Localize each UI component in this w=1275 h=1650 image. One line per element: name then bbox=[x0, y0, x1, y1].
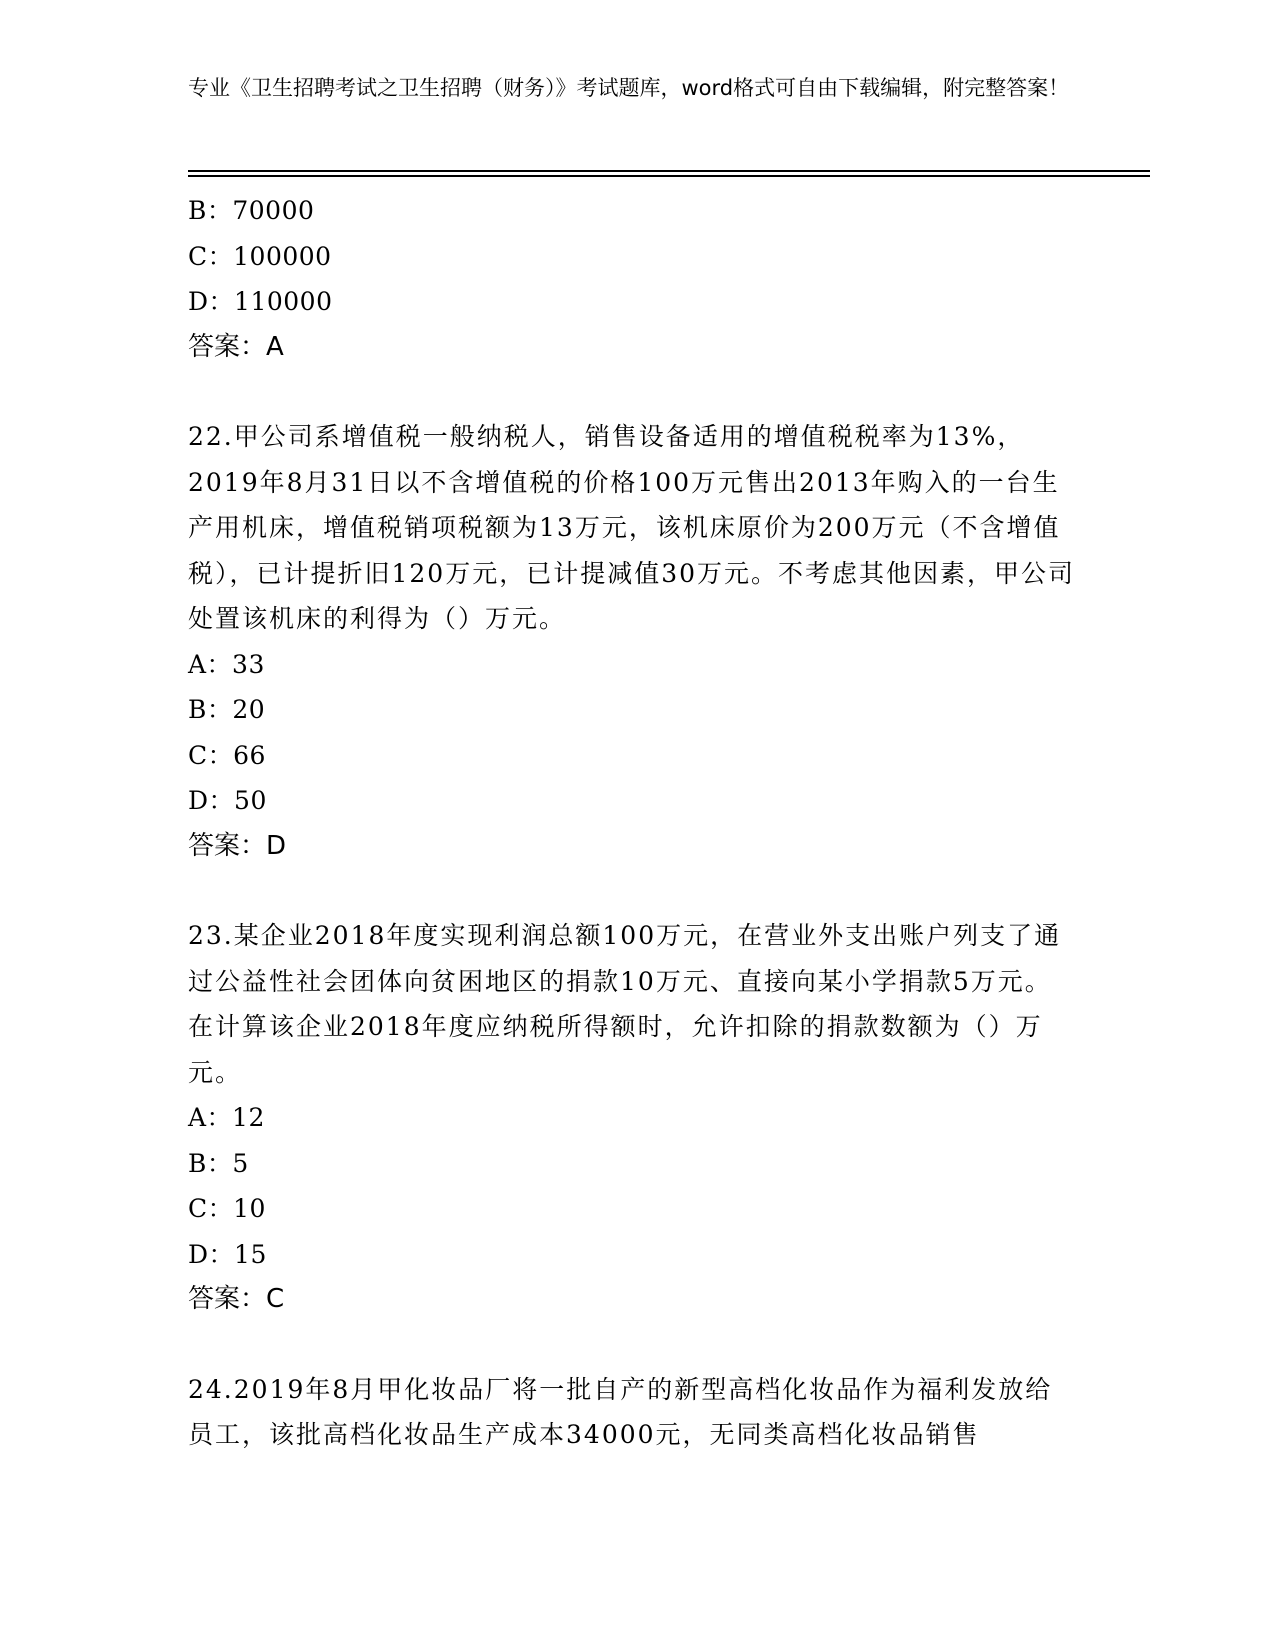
question-22 bbox=[188, 414, 1078, 869]
answer-line: 答案：C bbox=[188, 1284, 285, 1314]
spacer bbox=[188, 370, 1078, 414]
question-21-tail bbox=[188, 188, 1078, 370]
spacer bbox=[188, 1323, 1078, 1367]
option-c: C：10 bbox=[188, 1194, 266, 1223]
option-a: A：33 bbox=[188, 649, 265, 679]
header-rule-bottom bbox=[188, 175, 1150, 177]
option-b: B：20 bbox=[188, 695, 266, 724]
spacer bbox=[188, 869, 1078, 913]
question-text: 23.某企业2018年度实现利润总额100万元，在营业外支出账户列支了通过公益性社会团体向贫困地区的捐款10万元、直接向某小学捐款5万元。在计算该企业2018年度应纳税所得额时，允许扣除的捐款数额为（）万元。 bbox=[188, 921, 1062, 1087]
option-b: B：70000 bbox=[188, 196, 315, 225]
option-c: C：66 bbox=[188, 740, 266, 770]
question-text: 22.甲公司系增值税一般纳税人，销售设备适用的增值税税率为13%，2019年8月31日以不含增值税的价格100万元售出2013年购入的一台生产用机床，增值税销项税额为13万元，该机床原价为200万元（不含增值税），已计提折旧120万元，已计提减值30万元。不考虑其他因素，甲公司处置该机床的利得为（）万元。 bbox=[188, 422, 1076, 633]
question-23 bbox=[188, 913, 1078, 1323]
option-d: D：50 bbox=[188, 786, 267, 815]
header-rule-top bbox=[188, 170, 1150, 172]
question-content bbox=[188, 188, 1078, 1458]
option-b: B：5 bbox=[188, 1148, 249, 1178]
option-d: D：110000 bbox=[188, 287, 333, 316]
document-header: 专业《卫生招聘考试之卫生招聘（财务）》考试题库，word格式可自由下载编辑，附完整答案！ bbox=[188, 76, 1070, 100]
answer-line: 答案：D bbox=[188, 830, 287, 861]
question-text: 24.2019年8月甲化妆品厂将一批自产的新型高档化妆品作为福利发放给员工，该批高档化妆品生产成本34000元，无同类高档化妆品销售 bbox=[188, 1374, 1053, 1449]
option-d: D：15 bbox=[188, 1239, 267, 1269]
option-a: A：12 bbox=[188, 1103, 265, 1132]
answer-line: 答案：A bbox=[188, 331, 284, 362]
question-24 bbox=[188, 1367, 1078, 1458]
option-c: C：100000 bbox=[188, 241, 332, 271]
